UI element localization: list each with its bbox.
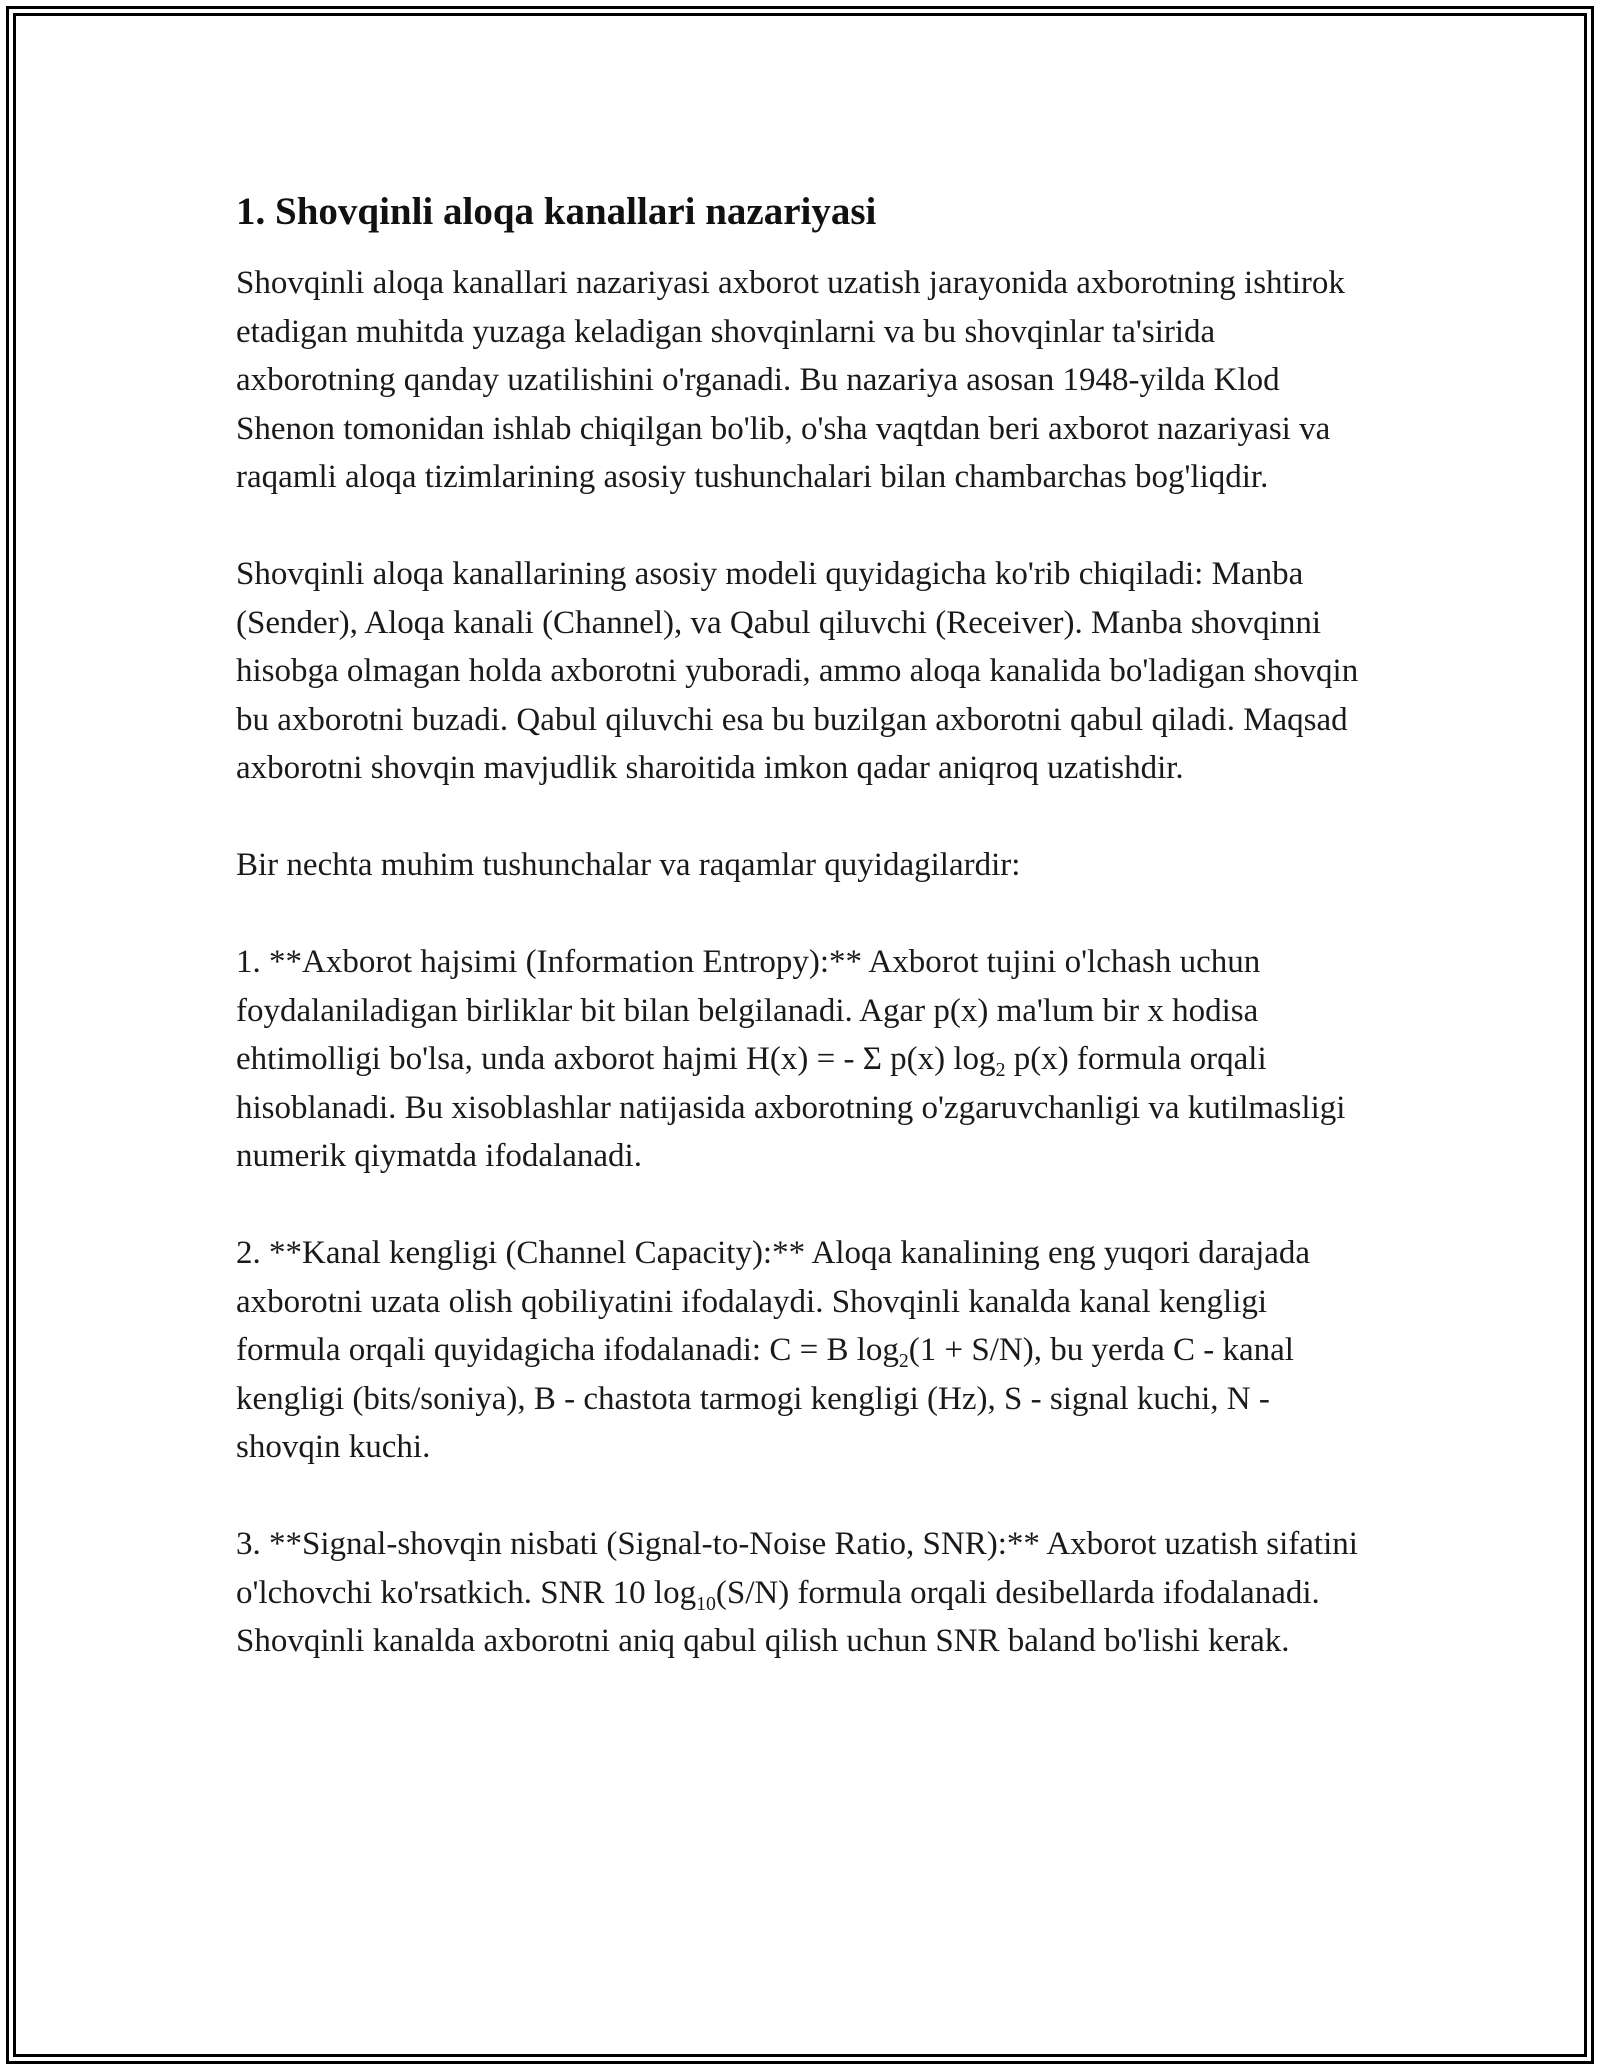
list-item-snr [236,1520,1376,1666]
list-item-text: 1. **Axborot hajsimi (Information Entropy):** Axborot tujini o'lchash uchun foydalaniladigan birliklar bit bilan belgilanadi. Agar p(x) ma'lum bir x hodisa ehtimolligi bo'lsa, unda axborot hajmi H(x) = - Σ p(x) log [236,944,1261,1077]
subscript: 10 [696,1592,716,1615]
list-item-text: 2. **Kanal kengligi (Channel Capacity):** Aloqa kanalining eng yuqori darajada axborotni uzata olish qobiliyatini ifodalaydi. Shovqinli kanalda kanal kengligi formula orqali quyidagicha ifodalanadi: C = B log [236,1235,1311,1368]
list-item-entropy [236,938,1376,1181]
document-body [236,188,1376,1714]
list-item-text: (S/N) formula orqali desibellarda ifodalanadi. Shovqinli kanalda axborotni aniq qabul qilish uchun SNR baland bo'lishi kerak. [236,1574,1320,1659]
paragraph-intro: Shovqinli aloqa kanallari nazariyasi axborot uzatish jarayonida axborotning ishtirok etadigan muhitda yuzaga keladigan shovqinlarni va bu shovqinlar ta'sirida axborotning qanday uzatilishini o'rganadi. Bu nazariya asosan 1948-yilda Klod Shenon tomonidan ishlab chiqilgan bo'lib, o'sha vaqtdan beri axborot nazariyasi va raqamli aloqa tizimlarining asosiy tushunchalari bilan chambarchas bog'liqdir. [236,265,1345,495]
paragraph-model: Shovqinli aloqa kanallarining asosiy modeli quyidagicha ko'rib chiqiladi: Manba (Sender), Aloqa kanali (Channel), va Qabul qiluvchi (Receiver). Manba shovqinni hisobga olmagan holda axborotni yuboradi, ammo aloqa kanalida bo'ladigan shovqin bu axborotni buzadi. Qabul qiluvchi esa bu buzilgan axborotni qabul qiladi. Maqsad axborotni shovqin mavjudlik sharoitida imkon qadar aniqroq uzatishdir. [236,556,1359,786]
list-item-text: 3. **Signal-shovqin nisbati (Signal-to-Noise Ratio, SNR):** Axborot uzatish sifatini o'lchovchi ko'rsatkich. SNR 10 log [236,1526,1358,1611]
list-item-text: (1 + S/N), bu yerda C - kanal kengligi (bits/soniya), B - chastota tarmogi kengligi (Hz), S - signal kuchi, N - shovqin kuchi. [236,1332,1294,1465]
list-item-capacity [236,1229,1376,1472]
paragraph-list-intro: Bir nechta muhim tushunchalar va raqamlar quyidagilardir: [236,847,1021,883]
document-title: 1. Shovqinli aloqa kanallari nazariyasi [236,190,877,233]
subscript: 2 [898,1349,909,1372]
list-item-text: p(x) formula orqali hisoblanadi. Bu xisoblashlar natijasida axborotning o'zgaruvchanligi va kutilmasligi numerik qiymatda ifodalanadi. [236,1041,1346,1174]
subscript: 2 [995,1058,1006,1081]
